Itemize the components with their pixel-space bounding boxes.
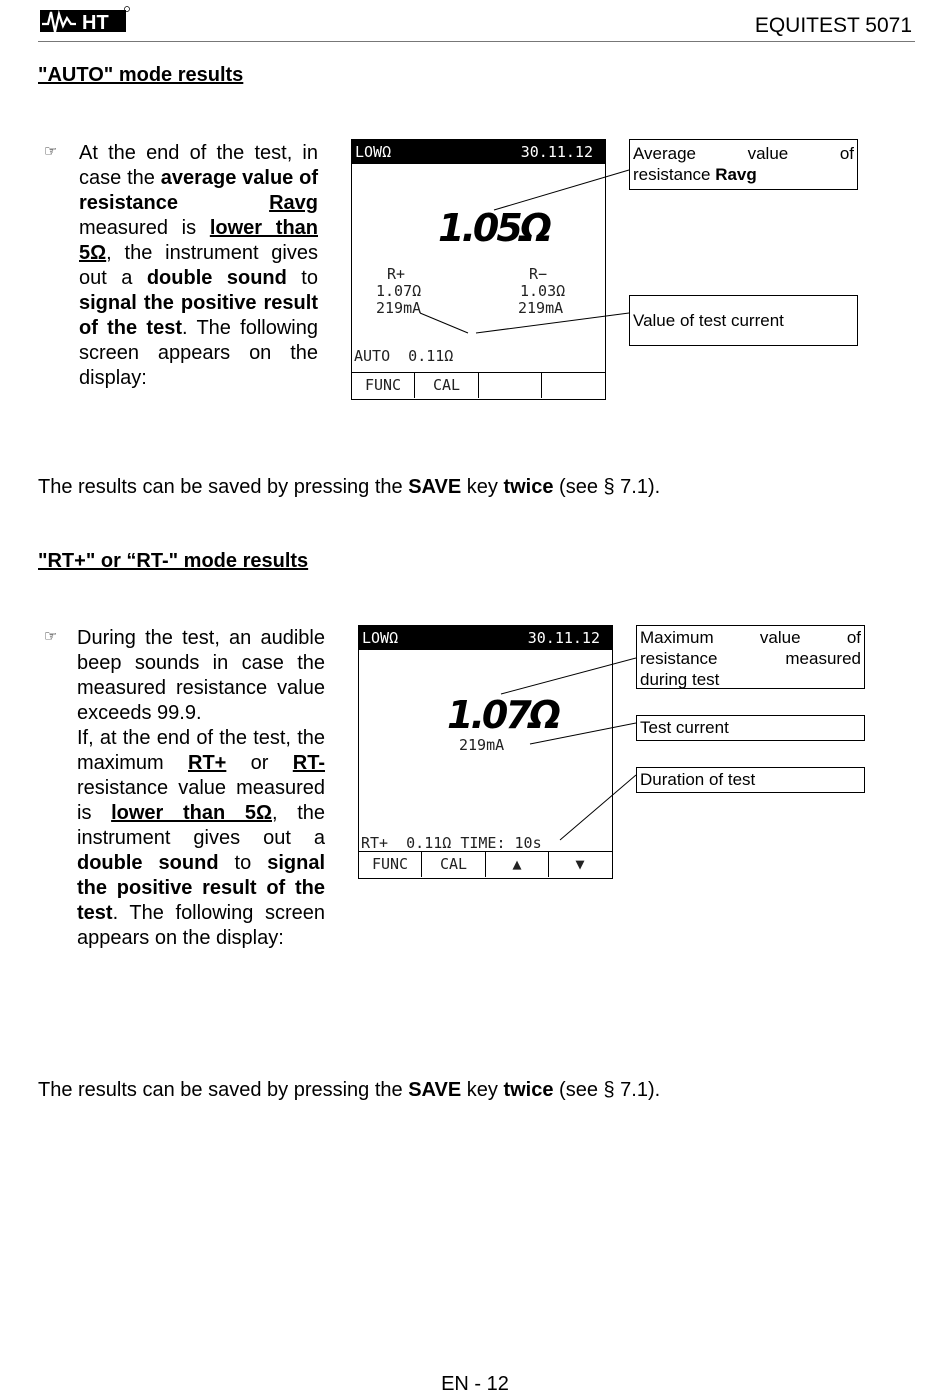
- page-number: EN - 12: [441, 1373, 509, 1395]
- callout-maximum-value: Maximum value of resistance measured during test: [636, 625, 865, 689]
- lcd-r-plus-label: R+: [387, 265, 406, 283]
- callout-average-value: Average value of resistance Ravg: [629, 139, 858, 190]
- save-note-auto: The results can be saved by pressing the SAVE key twice (see § 7.1).: [38, 476, 661, 498]
- callout-test-current: Value of test current: [629, 295, 858, 346]
- lcd-status-line: AUTO 0.11Ω: [354, 347, 454, 365]
- softkey-cal: CAL: [415, 373, 479, 398]
- leader-average: [494, 170, 629, 210]
- lcd-r-plus-current: 219mA: [376, 299, 422, 317]
- lcd-date: 30.11.12: [527, 629, 600, 647]
- softkey-func: FUNC: [359, 852, 422, 877]
- lcd-current: 219mA: [459, 736, 505, 754]
- section-title-auto: "AUTO" mode results: [38, 64, 244, 86]
- leader-maximum: [501, 658, 636, 694]
- lcd-mode: LOWΩ: [362, 629, 399, 647]
- lcd-mode: LOWΩ: [355, 143, 392, 161]
- rt-description: During the test, an audible beep sounds in case the measured resistance value exceeds 99.9. If, at the end of the test, the maximum RT+ or RT- resistance value measured is lower than 5Ω, the instrument gives out a double sound to signal the positive result of the test. The following screen appears on the display:: [77, 627, 326, 949]
- leader-test-current: [530, 723, 636, 744]
- leader-current-right: [476, 313, 629, 333]
- softkey-func: FUNC: [352, 373, 415, 398]
- lcd-date: 30.11.12: [520, 143, 593, 161]
- auto-description: At the end of the test, in case the average value of resistance Ravg measured is lower than 5Ω, the instrument gives out a double sound to signal the positive result of the test. The following screen appears on the display:: [79, 142, 318, 389]
- brand-text: HT: [82, 12, 109, 34]
- callout-duration: Duration of test: [636, 767, 865, 793]
- lcd-main-value: 1.05Ω: [438, 206, 550, 250]
- pointing-hand-icon: ☞: [44, 143, 58, 160]
- lcd-status-line: RT+ 0.11Ω TIME: 10s: [361, 834, 542, 852]
- lcd-r-minus-value: 1.03Ω: [520, 282, 566, 300]
- softkey-cal: CAL: [422, 852, 486, 877]
- lcd-r-plus-value: 1.07Ω: [376, 282, 422, 300]
- softkey-down-arrow-icon: ▼: [575, 855, 585, 873]
- leader-current-left: [420, 313, 468, 333]
- lcd-r-minus-label: R−: [529, 265, 548, 283]
- softkey-up-arrow-icon: ▲: [486, 852, 549, 877]
- section-title-rt: "RT+" or “RT-" mode results: [38, 550, 309, 572]
- save-note-rt: The results can be saved by pressing the SAVE key twice (see § 7.1).: [38, 1079, 661, 1101]
- pointing-hand-icon: ☞: [44, 628, 58, 645]
- lcd-r-minus-current: 219mA: [518, 299, 564, 317]
- leader-duration: [560, 775, 636, 840]
- document-model: EQUITEST 5071: [754, 14, 912, 37]
- callout-test-current: Test current: [636, 715, 865, 741]
- lcd-main-value: 1.07Ω: [447, 693, 559, 737]
